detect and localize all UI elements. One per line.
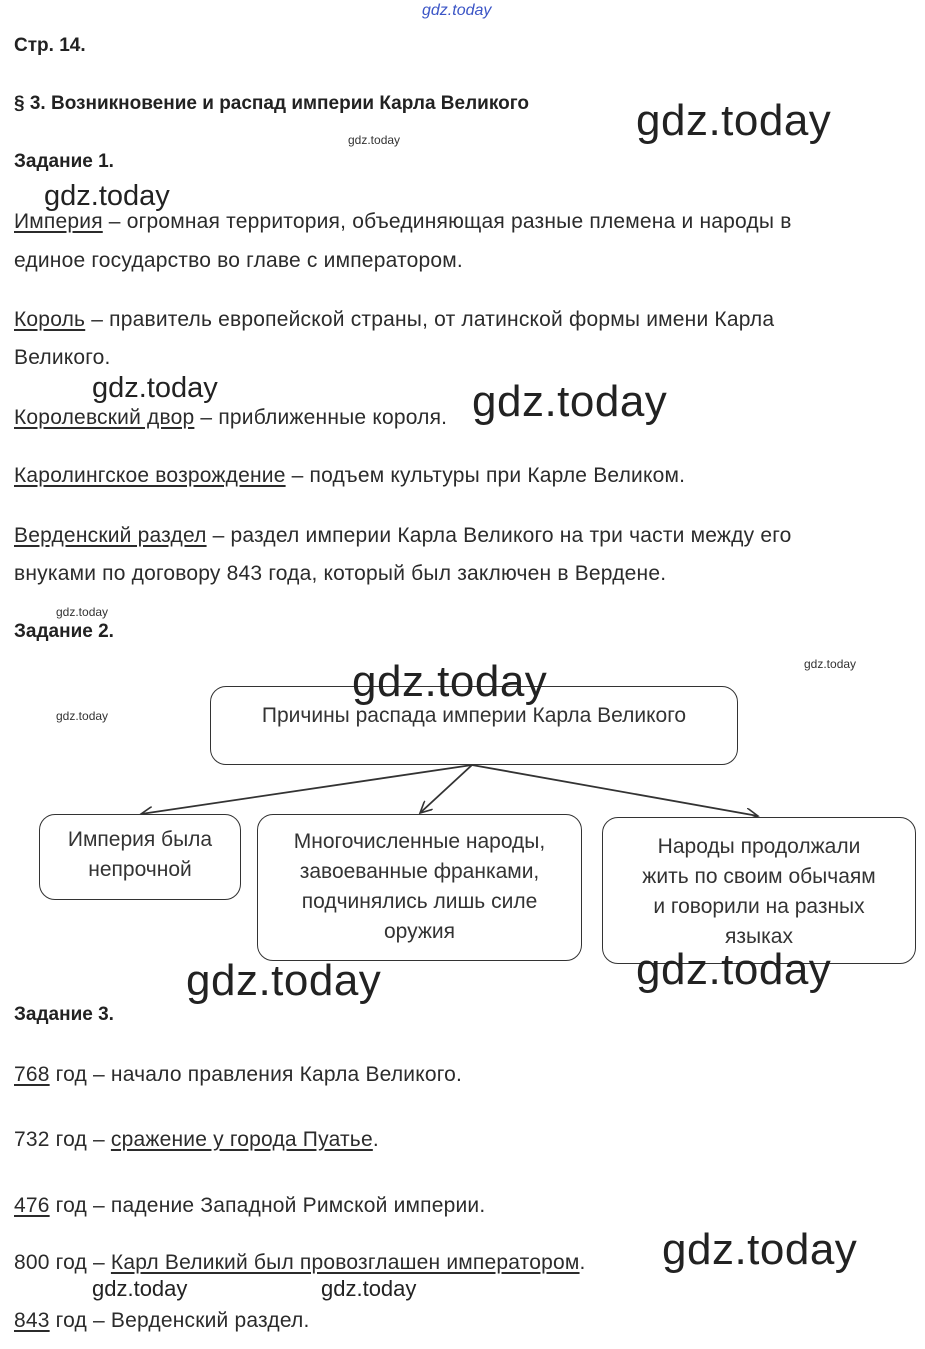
watermark: gdz.today <box>636 96 832 145</box>
date-mid: год – <box>49 1063 111 1086</box>
child-line: непрочной <box>88 858 192 881</box>
term-definition: – приближенные короля. <box>194 406 448 429</box>
watermark: gdz.today <box>92 372 218 404</box>
child-line: и говорили на разных <box>653 895 865 918</box>
watermark: gdz.today <box>352 657 548 706</box>
date-year: 843 <box>14 1309 50 1332</box>
date-event: начало правления Карла Великого. <box>110 1063 463 1086</box>
child-line: оружия <box>383 920 455 943</box>
diagram-child-box <box>257 814 582 961</box>
watermark: gdz.today <box>636 945 832 994</box>
date-tail: . <box>579 1251 586 1274</box>
term-definition: – подъем культуры при Карле Великом. <box>285 464 686 487</box>
child-line: языках <box>725 925 793 948</box>
arrow-right <box>472 765 758 816</box>
term: Королевский двор <box>14 406 195 429</box>
watermark: gdz.today <box>472 377 668 426</box>
date-line <box>14 1194 485 1218</box>
date-mid: год – <box>49 1194 111 1217</box>
watermark: gdz.today <box>662 1225 858 1274</box>
date-year: 800 <box>14 1251 50 1274</box>
task3-title: Задание 3. <box>14 1004 114 1025</box>
diagram-root-label: Причины распада империи Карла Великого <box>261 704 687 727</box>
term-continuation: внуками по договору 843 года, который был заключен в Вердене. <box>14 562 667 585</box>
date-mid: год – <box>49 1309 111 1332</box>
watermark: gdz.today <box>348 133 401 147</box>
watermark: gdz.today <box>186 956 382 1005</box>
watermark: gdz.today <box>321 1276 417 1301</box>
date-tail: . <box>372 1128 379 1151</box>
term-definition: – правитель европейской страны, от латинской формы имени Карла <box>85 308 775 331</box>
child-line: подчинялись лишь силе <box>301 890 538 913</box>
child-line: жить по своим обычаям <box>642 865 876 888</box>
page-number: Стр. 14. <box>14 35 86 56</box>
date-mid: год – <box>49 1251 111 1274</box>
diagram-child-box <box>602 817 916 964</box>
diagram-child-box <box>39 814 241 900</box>
watermark: gdz.today <box>44 180 170 212</box>
child-line: Империя была <box>67 828 213 851</box>
date-line <box>14 1128 379 1152</box>
task1-title: Задание 1. <box>14 151 114 172</box>
watermark: gdz.today <box>56 709 109 723</box>
term: Король <box>14 308 86 331</box>
date-year: 732 <box>14 1128 50 1151</box>
child-line: Народы продолжали <box>657 835 861 858</box>
date-event: Карл Великий был провозглашен императором <box>110 1251 580 1274</box>
term: Каролингское возрождение <box>14 464 286 487</box>
date-year: 476 <box>14 1194 50 1217</box>
section-title: § 3. Возникновение и распад империи Карла Великого <box>14 93 529 114</box>
date-mid: год – <box>49 1128 111 1151</box>
date-year: 768 <box>14 1063 50 1086</box>
date-event: Верденский раздел. <box>110 1309 310 1332</box>
date-line <box>14 1063 462 1087</box>
term: Верденский раздел <box>14 524 207 547</box>
watermark: gdz.today <box>56 605 109 619</box>
term-definition: – огромная территория, объединяющая разные племена и народы в <box>102 210 792 233</box>
child-line: завоеванные франками, <box>299 860 540 883</box>
watermark-top: gdz.today <box>422 2 492 19</box>
arrow-left <box>141 765 472 814</box>
date-event: сражение у города Пуатье <box>110 1128 373 1151</box>
date-line <box>14 1251 586 1275</box>
term-continuation: Великого. <box>14 346 111 369</box>
date-line <box>14 1309 310 1333</box>
task2-title: Задание 2. <box>14 621 114 642</box>
watermark: gdz.today <box>804 657 857 671</box>
term-continuation: единое государство во главе с императором. <box>14 249 463 272</box>
watermark: gdz.today <box>92 1276 188 1301</box>
child-line: Многочисленные народы, <box>293 830 546 853</box>
date-event: падение Западной Римской империи. <box>110 1194 486 1217</box>
term: Империя <box>14 210 103 233</box>
term-definition: – раздел империи Карла Великого на три части между его <box>206 524 792 547</box>
